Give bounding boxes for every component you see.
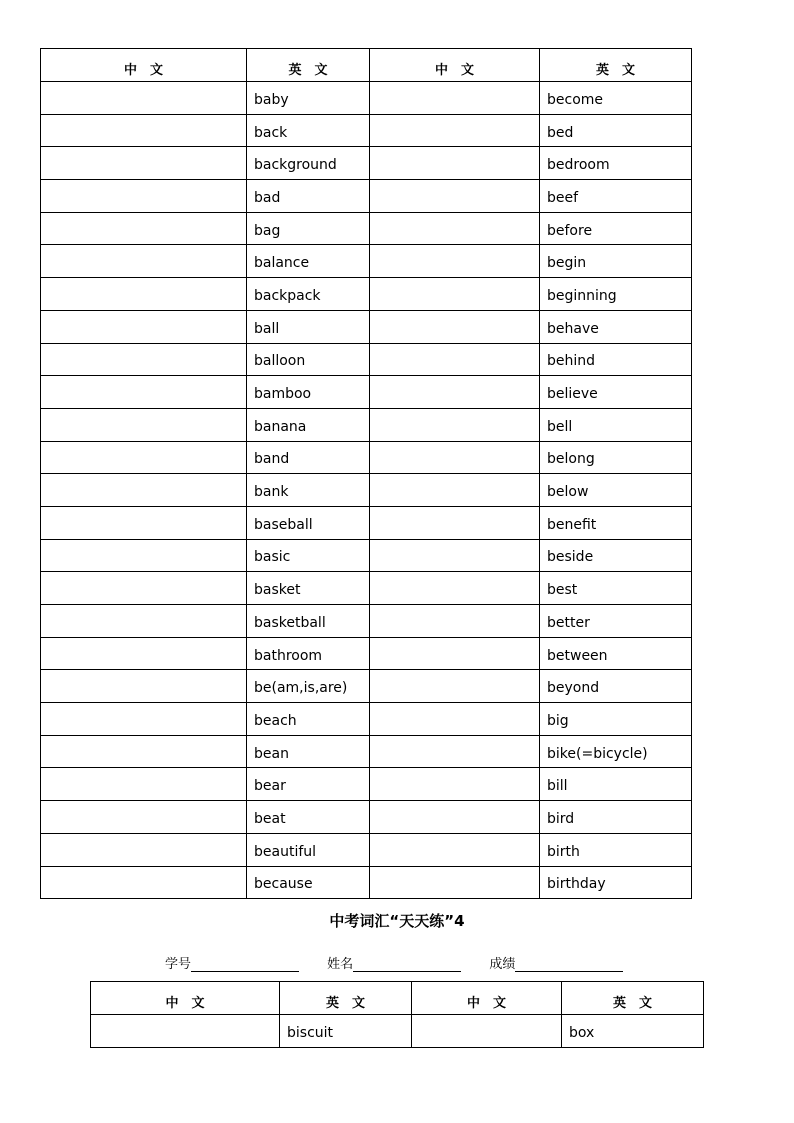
english-word: band — [247, 441, 370, 474]
english-word: better — [540, 605, 692, 638]
english-word: below — [540, 474, 692, 507]
table-row — [41, 833, 692, 866]
table-row — [41, 82, 692, 115]
english-word: bag — [247, 212, 370, 245]
table-row — [41, 801, 692, 834]
header-english-2: 英 文 — [540, 49, 692, 82]
chinese-answer-cell[interactable] — [370, 114, 540, 147]
english-word: bean — [247, 735, 370, 768]
chinese-answer-cell[interactable] — [41, 441, 247, 474]
header-chinese-1: 中 文 — [91, 982, 280, 1015]
chinese-answer-cell[interactable] — [41, 343, 247, 376]
chinese-answer-cell[interactable] — [370, 506, 540, 539]
chinese-answer-cell[interactable] — [41, 212, 247, 245]
chinese-answer-cell[interactable] — [41, 408, 247, 441]
student-no-label: 学号 — [165, 957, 192, 972]
table-row — [41, 605, 692, 638]
english-word: big — [540, 703, 692, 736]
chinese-answer-cell[interactable] — [370, 376, 540, 409]
chinese-answer-cell[interactable] — [412, 1015, 562, 1048]
chinese-answer-cell[interactable] — [41, 474, 247, 507]
chinese-answer-cell[interactable] — [370, 670, 540, 703]
english-word: belong — [540, 441, 692, 474]
table-row — [41, 180, 692, 213]
chinese-answer-cell[interactable] — [370, 408, 540, 441]
english-word: become — [540, 82, 692, 115]
table-row — [41, 866, 692, 899]
english-word: baby — [247, 82, 370, 115]
english-word: beat — [247, 801, 370, 834]
header-english-1: 英 文 — [247, 49, 370, 82]
chinese-answer-cell[interactable] — [370, 278, 540, 311]
english-word: ball — [247, 310, 370, 343]
table-row — [41, 212, 692, 245]
vocabulary-table-1 — [40, 48, 692, 899]
score-blank[interactable] — [515, 957, 623, 972]
header-english-1: 英 文 — [280, 982, 412, 1015]
student-no-blank[interactable] — [191, 957, 299, 972]
chinese-answer-cell[interactable] — [370, 572, 540, 605]
chinese-answer-cell[interactable] — [41, 278, 247, 311]
table-header-row — [41, 49, 692, 82]
english-word: because — [247, 866, 370, 899]
english-word: basketball — [247, 605, 370, 638]
english-word: box — [562, 1015, 704, 1048]
english-word: beef — [540, 180, 692, 213]
english-word: be(am,is,are) — [247, 670, 370, 703]
english-word: bank — [247, 474, 370, 507]
vocabulary-table-2 — [90, 981, 704, 1048]
chinese-answer-cell[interactable] — [370, 441, 540, 474]
chinese-answer-cell[interactable] — [41, 735, 247, 768]
chinese-answer-cell[interactable] — [370, 735, 540, 768]
student-no-field[interactable] — [165, 953, 299, 972]
chinese-answer-cell[interactable] — [370, 801, 540, 834]
header-chinese-2: 中 文 — [412, 982, 562, 1015]
english-word: bill — [540, 768, 692, 801]
english-word: beach — [247, 703, 370, 736]
table-row — [41, 310, 692, 343]
english-word: between — [540, 637, 692, 670]
english-word: basket — [247, 572, 370, 605]
chinese-answer-cell[interactable] — [370, 833, 540, 866]
english-word: birth — [540, 833, 692, 866]
chinese-answer-cell[interactable] — [41, 376, 247, 409]
english-word: behind — [540, 343, 692, 376]
chinese-answer-cell[interactable] — [370, 474, 540, 507]
table-row — [41, 768, 692, 801]
table-row — [41, 408, 692, 441]
english-word: bear — [247, 768, 370, 801]
english-word: beside — [540, 539, 692, 572]
chinese-answer-cell[interactable] — [41, 833, 247, 866]
english-word: beginning — [540, 278, 692, 311]
score-label: 成绩 — [489, 957, 516, 972]
chinese-answer-cell[interactable] — [370, 180, 540, 213]
english-word: bedroom — [540, 147, 692, 180]
chinese-answer-cell[interactable] — [370, 147, 540, 180]
chinese-answer-cell[interactable] — [370, 212, 540, 245]
name-field[interactable] — [327, 953, 461, 972]
table-row — [91, 1015, 704, 1048]
chinese-answer-cell[interactable] — [370, 245, 540, 278]
english-word: before — [540, 212, 692, 245]
header-chinese-1: 中 文 — [41, 49, 247, 82]
chinese-answer-cell[interactable] — [370, 866, 540, 899]
chinese-answer-cell[interactable] — [41, 180, 247, 213]
table-row — [41, 441, 692, 474]
table-row — [41, 343, 692, 376]
chinese-answer-cell[interactable] — [370, 82, 540, 115]
english-word: banana — [247, 408, 370, 441]
chinese-answer-cell[interactable] — [41, 768, 247, 801]
student-info-fields — [165, 953, 647, 972]
english-word: bamboo — [247, 376, 370, 409]
table-row — [41, 376, 692, 409]
chinese-answer-cell[interactable] — [41, 637, 247, 670]
english-word: birthday — [540, 866, 692, 899]
chinese-answer-cell[interactable] — [41, 670, 247, 703]
worksheet-title: 中考词汇“天天练”4 — [329, 912, 465, 930]
chinese-answer-cell[interactable] — [370, 539, 540, 572]
english-word: biscuit — [280, 1015, 412, 1048]
table-body — [41, 82, 692, 899]
chinese-answer-cell[interactable] — [41, 245, 247, 278]
table-row — [41, 735, 692, 768]
english-word: basic — [247, 539, 370, 572]
table-row — [41, 114, 692, 147]
score-field[interactable] — [489, 953, 623, 972]
chinese-answer-cell[interactable] — [41, 866, 247, 899]
english-word: backpack — [247, 278, 370, 311]
chinese-answer-cell[interactable] — [41, 147, 247, 180]
english-word: bed — [540, 114, 692, 147]
table-row — [41, 245, 692, 278]
table-row — [41, 278, 692, 311]
name-blank[interactable] — [353, 957, 461, 972]
chinese-answer-cell[interactable] — [370, 310, 540, 343]
english-word: best — [540, 572, 692, 605]
english-word: baseball — [247, 506, 370, 539]
chinese-answer-cell[interactable] — [41, 703, 247, 736]
chinese-answer-cell[interactable] — [370, 637, 540, 670]
english-word: balloon — [247, 343, 370, 376]
chinese-answer-cell[interactable] — [370, 703, 540, 736]
chinese-answer-cell[interactable] — [41, 539, 247, 572]
chinese-answer-cell[interactable] — [41, 114, 247, 147]
table-row — [41, 572, 692, 605]
english-word: behave — [540, 310, 692, 343]
table-header-row — [91, 982, 704, 1015]
english-word: bathroom — [247, 637, 370, 670]
chinese-answer-cell[interactable] — [41, 801, 247, 834]
english-word: benefit — [540, 506, 692, 539]
english-word: background — [247, 147, 370, 180]
table-row — [41, 539, 692, 572]
english-word: beautiful — [247, 833, 370, 866]
english-word: bad — [247, 180, 370, 213]
table-row — [41, 670, 692, 703]
english-word: balance — [247, 245, 370, 278]
table-row — [41, 637, 692, 670]
chinese-answer-cell[interactable] — [41, 82, 247, 115]
english-word: back — [247, 114, 370, 147]
chinese-answer-cell[interactable] — [41, 310, 247, 343]
header-chinese-2: 中 文 — [370, 49, 540, 82]
table-body — [91, 1015, 704, 1048]
chinese-answer-cell[interactable] — [370, 768, 540, 801]
english-word: bike(=bicycle) — [540, 735, 692, 768]
table-row — [41, 147, 692, 180]
english-word: beyond — [540, 670, 692, 703]
header-english-2: 英 文 — [562, 982, 704, 1015]
chinese-answer-cell[interactable] — [370, 605, 540, 638]
table-row — [41, 474, 692, 507]
english-word: bell — [540, 408, 692, 441]
chinese-answer-cell[interactable] — [91, 1015, 280, 1048]
table-row — [41, 703, 692, 736]
english-word: bird — [540, 801, 692, 834]
table-row — [41, 506, 692, 539]
chinese-answer-cell[interactable] — [370, 343, 540, 376]
english-word: begin — [540, 245, 692, 278]
english-word: believe — [540, 376, 692, 409]
chinese-answer-cell[interactable] — [41, 506, 247, 539]
chinese-answer-cell[interactable] — [41, 605, 247, 638]
name-label: 姓名 — [327, 957, 354, 972]
chinese-answer-cell[interactable] — [41, 572, 247, 605]
